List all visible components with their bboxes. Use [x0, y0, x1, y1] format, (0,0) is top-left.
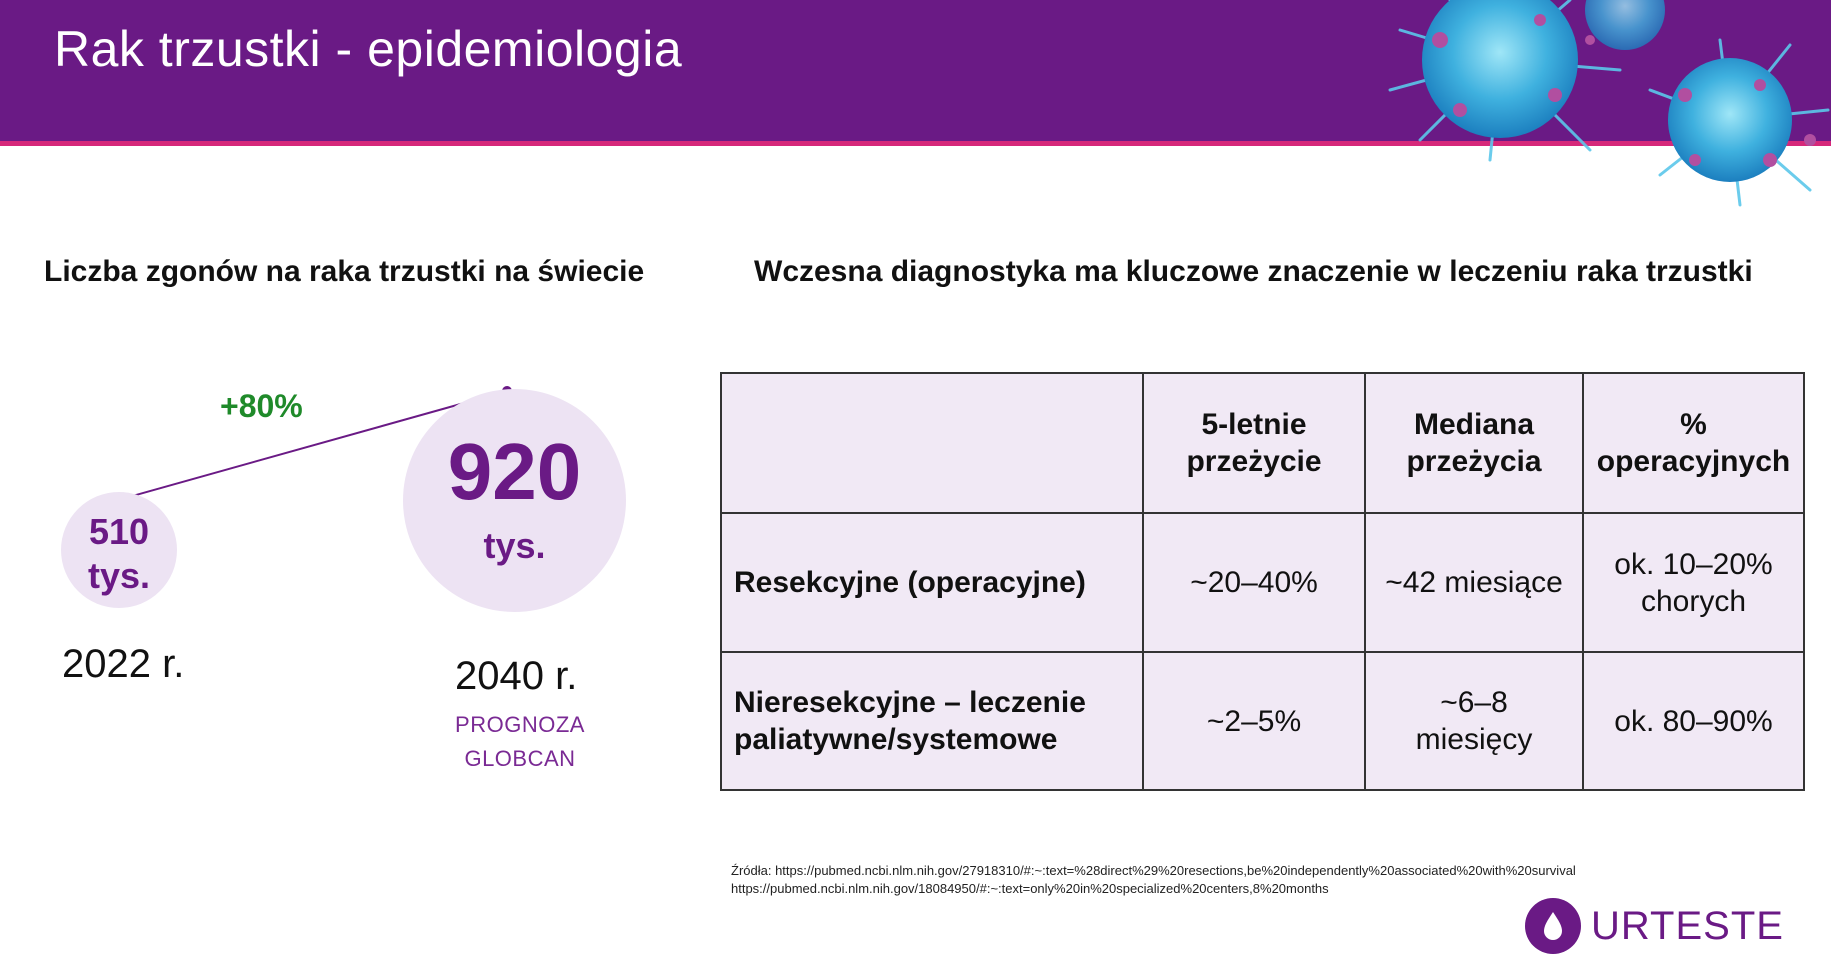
header-line: 5-letnie — [1201, 408, 1307, 441]
cell-5yr-survival — [1143, 513, 1365, 652]
table-row — [721, 652, 1804, 790]
prognosis-line-1: PROGNOZA — [455, 712, 585, 737]
header-operable-percent — [1583, 373, 1804, 513]
survival-table — [720, 372, 1805, 791]
header-line: operacyjnych — [1596, 445, 1791, 478]
cell-line: ok. 10–20% — [1614, 547, 1773, 581]
empty-header-cell — [721, 373, 1143, 513]
header-5yr-survival — [1143, 373, 1365, 513]
cell-line: ~20–40% — [1190, 566, 1318, 599]
header-line: przeżycie — [1186, 445, 1322, 478]
cell-operable-percent — [1583, 652, 1804, 790]
header-line: Mediana — [1413, 408, 1535, 441]
prognosis-line-2: GLOBCAN — [464, 746, 576, 771]
row-label-line: paliatywne/systemowe — [734, 723, 1058, 756]
cell-line: ok. 80–90% — [1614, 704, 1773, 738]
cell-line: ~6–8 — [1440, 686, 1508, 719]
cell-median-survival — [1365, 513, 1583, 652]
header-median-survival — [1365, 373, 1583, 513]
header-line: % — [1680, 408, 1707, 441]
source-link-2[interactable]: https://pubmed.ncbi.nlm.nih.gov/18084950/#:~:text=only%20in%20specialized%20centers,8%20months — [731, 881, 1329, 896]
row-label-line: Nieresekcyjne – leczenie — [734, 686, 1086, 719]
unit-2022: tys. — [87, 555, 151, 596]
page-title: Rak trzustki - epidemiologia — [54, 21, 683, 77]
row-label-line: Resekcyjne (operacyjne) — [734, 566, 1086, 599]
value-2040: 920 — [447, 427, 582, 516]
cell-5yr-survival — [1143, 652, 1365, 790]
cell-operable-percent — [1583, 513, 1804, 652]
value-2022: 510 — [88, 511, 150, 552]
year-2022: 2022 r. — [62, 642, 185, 686]
logo-text: URTESTE — [1591, 903, 1784, 948]
cell-line: miesięcy — [1415, 723, 1533, 756]
row-label-resectable — [721, 513, 1143, 652]
deaths-section-title: Liczba zgonów na raka trzustki na świecie — [44, 255, 645, 288]
source-link-1[interactable]: Źródła: https://pubmed.ncbi.nlm.nih.gov/27918310/#:~:text=%28direct%29%20resections,be%20independently%20associated%20with%20survival — [731, 863, 1576, 878]
drop-logo-icon — [1525, 898, 1581, 954]
cell-line: chorych — [1640, 584, 1747, 618]
cell-line: ~42 miesiące — [1385, 566, 1563, 599]
header-line: przeżycia — [1406, 445, 1542, 478]
table-header-row — [721, 373, 1804, 513]
prognosis-label — [440, 708, 600, 776]
growth-percentage: +80% — [220, 388, 303, 424]
urteste-logo — [1525, 898, 1784, 954]
unit-2040: tys. — [483, 525, 546, 566]
table-row — [721, 513, 1804, 652]
year-2040: 2040 r. — [455, 654, 578, 698]
cell-line: ~2–5% — [1206, 704, 1302, 738]
diagnostics-section-title: Wczesna diagnostyka ma kluczowe znaczenie w leczeniu raka trzustki — [754, 255, 1753, 288]
sources-note — [731, 862, 1576, 898]
cell-median-survival — [1365, 652, 1583, 790]
row-label-unresectable — [721, 652, 1143, 790]
